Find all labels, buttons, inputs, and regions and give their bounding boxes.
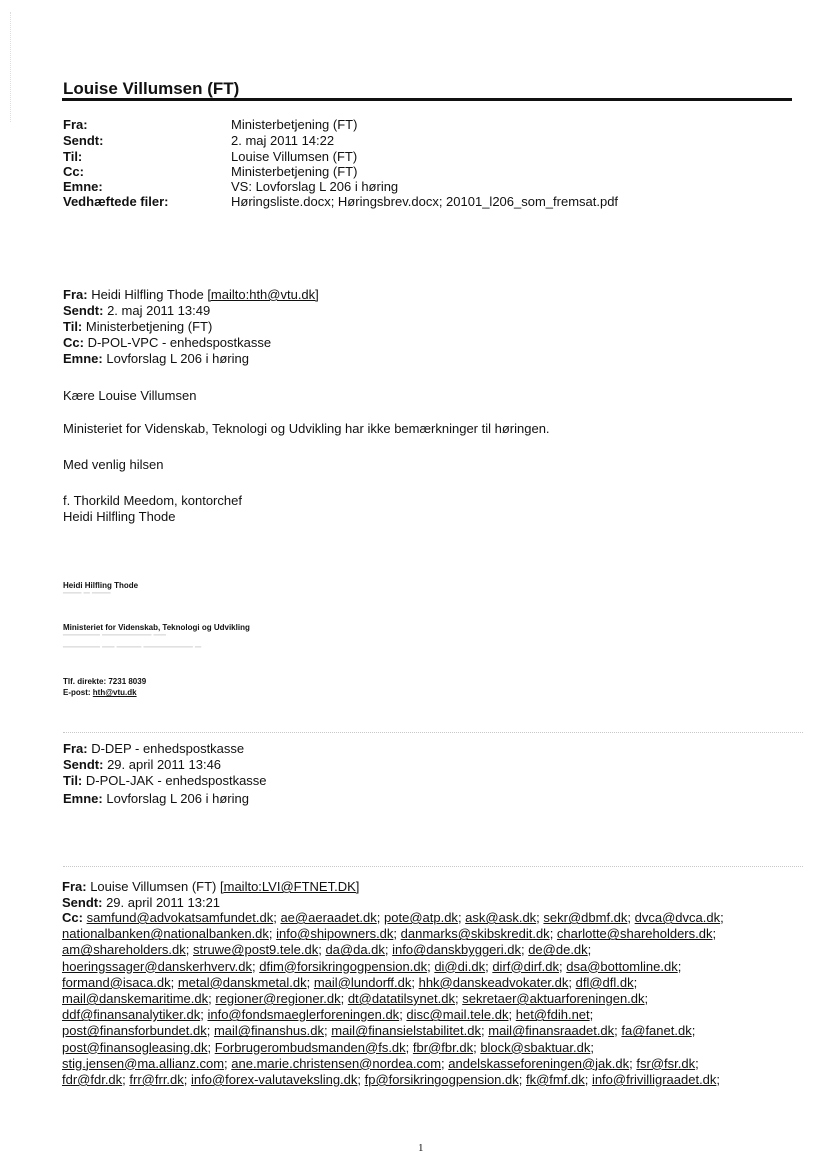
fw3-from: Louise Villumsen (FT): [90, 879, 217, 894]
cc-line: post@finansforbundet.dk; mail@finanshus.dk; mail@finansielstabilitet.dk; mail@finansraadet.dk; fa@fanet.dk;: [62, 1023, 696, 1039]
header-from-label: Fra:: [63, 117, 88, 132]
cc-email-link[interactable]: samfund@advokatsamfundet.dk: [86, 910, 274, 925]
cc-email-link[interactable]: dt@datatilsynet.dk: [347, 990, 455, 1006]
cc-email-link[interactable]: struwe@post9.tele.dk: [193, 942, 319, 958]
cc-email-link[interactable]: charlotte@shareholders.dk: [556, 926, 713, 942]
faint-address-scan-2: ▔▔▔▔▔▔ ▔▔ ▔▔▔▔ ▔▔▔▔▔▔▔▔ ▔: [63, 647, 202, 656]
faint-title-scan: ▔▔▔ ▔ ▔▔▔: [63, 593, 111, 602]
cc-line: fdr@fdr.dk; frr@frr.dk; info@forex-valutaveksling.dk; fp@forsikringogpension.dk; fk@fmf.dk; info@frivilligraadet.dk;: [62, 1071, 721, 1087]
cc-line: mail@danskemaritime.dk; regioner@regioner.dk; dt@datatilsynet.dk; sekretaer@aktuarforeningen.dk;: [62, 990, 649, 1006]
cc-email-link[interactable]: hhk@danskeadvokater.dk: [418, 974, 569, 990]
cc-line: post@finansogleasing.dk; Forbrugerombudsmanden@fs.dk; fbr@fbr.dk; block@sbaktuar.dk;: [62, 1039, 594, 1055]
fw2-from: D-DEP - enhedspostkasse: [91, 741, 245, 756]
cc-email-link[interactable]: de@de.dk: [528, 942, 588, 958]
signature-name: Heidi Hilfling Thode: [63, 581, 139, 590]
cc-email-link[interactable]: metal@danskmetal.dk: [177, 974, 307, 990]
signature-email-label: E-post:: [63, 688, 93, 697]
cc-email-link[interactable]: fdr@fdr.dk: [62, 1071, 123, 1087]
header-attachments-label: Vedhæftede filer:: [63, 194, 169, 209]
cc-email-link[interactable]: info@forex-valutaveksling.dk: [191, 1071, 358, 1087]
scan-margin-mark: [10, 12, 12, 122]
cc-email-link[interactable]: fk@fmf.dk: [526, 1071, 585, 1087]
fw2-subject: Lovforslag L 206 i høring: [106, 791, 249, 806]
cc-email-link[interactable]: pote@atp.dk: [384, 910, 458, 925]
cc-email-link[interactable]: het@fdih.net: [515, 1007, 590, 1023]
fw2-sent: 29. april 2011 13:46: [107, 757, 222, 772]
fw1-cc: D-POL-VPC - enhedspostkasse: [87, 335, 272, 350]
cc-email-link[interactable]: info@danskbyggeri.dk: [392, 942, 521, 958]
header-cc-value: Ministerbetjening (FT): [231, 164, 358, 179]
cc-email-link[interactable]: fp@forsikringogpension.dk: [364, 1071, 519, 1087]
header-attachments-value: Høringsliste.docx; Høringsbrev.docx; 20101_l206_som_fremsat.pdf: [231, 194, 619, 209]
cc-email-link[interactable]: ane.marie.christensen@nordea.com: [231, 1055, 442, 1071]
fw1-cc-label: Cc:: [63, 335, 84, 350]
cc-email-link[interactable]: dirf@dirf.dk: [492, 958, 559, 974]
cc-email-link[interactable]: regioner@regioner.dk: [215, 990, 341, 1006]
fw2-to-label: Til:: [63, 773, 83, 788]
cc-line: am@shareholders.dk; struwe@post9.tele.dk; da@da.dk; info@danskbyggeri.dk; de@de.dk;: [62, 942, 592, 958]
signature-email-row: [63, 688, 137, 697]
fw2-to: D-POL-JAK - enhedspostkasse: [85, 773, 267, 788]
header-cc-label: Cc:: [63, 164, 84, 179]
signoff-line-1: f. Thorkild Meedom, kontorchef: [63, 493, 242, 508]
header-from-value: Ministerbetjening (FT): [231, 117, 358, 132]
header-to-label: Til:: [63, 149, 83, 164]
header-subject-value: VS: Lovforslag L 206 i høring: [231, 179, 399, 194]
cc-email-link[interactable]: info@fondsmaeglerforeningen.dk: [207, 1007, 400, 1023]
body-paragraph: Ministeriet for Videnskab, Teknologi og Udvikling har ikke bemærkninger til høringen.: [63, 421, 550, 436]
fw1-sent-label: Sendt:: [63, 303, 104, 318]
cc-line: nationalbanken@nationalbanken.dk; info@shipowners.dk; danmarks@skibskredit.dk; charlotte@shareholders.dk;: [62, 926, 717, 942]
fw1-from: Heidi Hilfling Thode: [91, 287, 204, 302]
separator-2: [63, 866, 803, 867]
cc-line: stig.jensen@ma.allianz.com; ane.marie.christensen@nordea.com; andelskasseforeningen@jak.dk; fsr@fsr.dk;: [62, 1055, 699, 1071]
cc-email-link[interactable]: dfim@forsikringogpension.dk: [259, 958, 428, 974]
cc-email-link[interactable]: dfl@dfl.dk: [575, 974, 634, 990]
fw3-sent: 29. april 2011 13:21: [106, 895, 221, 910]
cc-email-link[interactable]: mail@danskemaritime.dk: [62, 990, 209, 1006]
header-subject-label: Emne:: [63, 179, 103, 194]
page-number: 1: [418, 1142, 424, 1154]
header-sent-label: Sendt:: [63, 133, 104, 148]
cc-email-link[interactable]: sekr@dbmf.dk: [543, 910, 628, 925]
header-sent-value: 2. maj 2011 14:22: [231, 133, 335, 148]
cc-email-link[interactable]: hoeringssager@danskerhverv.dk: [62, 958, 252, 974]
cc-line: Cc: samfund@advokatsamfundet.dk; ae@aeraadet.dk; pote@atp.dk; ask@ask.dk; sekr@dbmf.dk; dvca@dvca.dk;: [62, 910, 724, 925]
mailbox-owner-title: Louise Villumsen (FT): [63, 79, 240, 98]
fw3-from-label: Fra:: [62, 879, 87, 894]
cc-email-link[interactable]: da@da.dk: [325, 942, 385, 958]
fw3-sent-label: Sendt:: [62, 895, 103, 910]
cc-line: formand@isaca.dk; metal@danskmetal.dk; mail@lundorff.dk; hhk@danskeadvokater.dk; dfl@dfl.dk;: [62, 974, 638, 990]
fw1-subject-label: Emne:: [63, 351, 103, 366]
fw3-mailto-link[interactable]: [mailto:LVI@FTNET.DK]: [220, 879, 360, 894]
cc-email-link[interactable]: fa@fanet.dk: [621, 1023, 692, 1039]
cc-email-link[interactable]: mail@finanshus.dk: [213, 1023, 324, 1039]
fw2-from-label: Fra:: [63, 741, 88, 756]
fw2-subject-label: Emne:: [63, 791, 103, 806]
cc-line: hoeringssager@danskerhverv.dk; dfim@forsikringogpension.dk; di@di.dk; dirf@dirf.dk; dsa@bottomline.dk;: [62, 958, 682, 974]
cc-email-link[interactable]: Forbrugerombudsmanden@fs.dk: [214, 1039, 406, 1055]
cc-recipient-list: [62, 910, 802, 1088]
cc-email-link[interactable]: block@sbaktuar.dk: [480, 1039, 591, 1055]
fw2-sent-label: Sendt:: [63, 757, 104, 772]
signature-phone: Tlf. direkte: 7231 8039: [63, 677, 147, 686]
cc-email-link[interactable]: ae@aeraadet.dk: [280, 910, 377, 925]
cc-email-link[interactable]: am@shareholders.dk: [62, 942, 186, 958]
fw1-to: Ministerbetjening (FT): [85, 319, 213, 334]
cc-email-link[interactable]: fbr@fbr.dk: [412, 1039, 474, 1055]
cc-email-link[interactable]: post@finansogleasing.dk: [62, 1039, 208, 1055]
cc-email-link[interactable]: frr@frr.dk: [129, 1071, 184, 1087]
fw1-from-label: Fra:: [63, 287, 88, 302]
fw1-to-label: Til:: [63, 319, 83, 334]
greeting: Kære Louise Villumsen: [63, 388, 197, 403]
cc-email-link[interactable]: fsr@fsr.dk: [636, 1055, 696, 1071]
title-rule: [62, 98, 792, 101]
cc-email-link[interactable]: stig.jensen@ma.allianz.com: [62, 1055, 225, 1071]
faint-address-scan-1: ▔▔▔▔▔▔ ▔▔▔▔▔▔▔▔ ▔▔: [63, 635, 166, 644]
signoff-line-2: Heidi Hilfling Thode: [63, 509, 176, 524]
cc-email-link[interactable]: dsa@bottomline.dk: [566, 958, 678, 974]
cc-email-link[interactable]: mail@finansraadet.dk: [488, 1023, 615, 1039]
cc-email-link[interactable]: ask@ask.dk: [465, 910, 537, 925]
cc-line: ddf@finansanalytiker.dk; info@fondsmaeglerforeningen.dk; disc@mail.tele.dk; het@fdih.net;: [62, 1007, 594, 1023]
cc-email-link[interactable]: sekretaer@aktuarforeningen.dk: [462, 990, 645, 1006]
cc-email-link[interactable]: di@di.dk: [434, 958, 486, 974]
signature-ministry: Ministeriet for Videnskab, Teknologi og Udvikling: [63, 623, 250, 632]
cc-email-link[interactable]: danmarks@skibskredit.dk: [400, 926, 550, 942]
fw1-subject: Lovforslag L 206 i høring: [106, 351, 249, 366]
cc-email-link[interactable]: info@shipowners.dk: [276, 926, 394, 942]
cc-email-link[interactable]: info@frivilligraadet.dk: [591, 1071, 717, 1087]
cc-email-link[interactable]: disc@mail.tele.dk: [406, 1007, 509, 1023]
cc-email-link[interactable]: ddf@finansanalytiker.dk: [62, 1007, 201, 1023]
closing: Med venlig hilsen: [63, 457, 164, 472]
fw3-cc-label: Cc:: [62, 910, 83, 925]
header-to-value: Louise Villumsen (FT): [231, 149, 358, 164]
fw1-mailto-link[interactable]: [mailto:hth@vtu.dk]: [207, 287, 319, 302]
cc-email-link[interactable]: formand@isaca.dk: [62, 974, 171, 990]
signature-email-link[interactable]: hth@vtu.dk: [92, 688, 137, 697]
cc-email-link[interactable]: mail@finansielstabilitet.dk: [331, 1023, 481, 1039]
cc-email-link[interactable]: nationalbanken@nationalbanken.dk: [62, 926, 269, 942]
cc-email-link[interactable]: mail@lundorff.dk: [313, 974, 412, 990]
cc-email-link[interactable]: dvca@dvca.dk: [634, 910, 721, 925]
separator-1: [63, 732, 803, 733]
fw1-sent: 2. maj 2011 13:49: [107, 303, 211, 318]
cc-email-link[interactable]: post@finansforbundet.dk: [62, 1023, 207, 1039]
cc-email-link[interactable]: andelskasseforeningen@jak.dk: [448, 1055, 630, 1071]
